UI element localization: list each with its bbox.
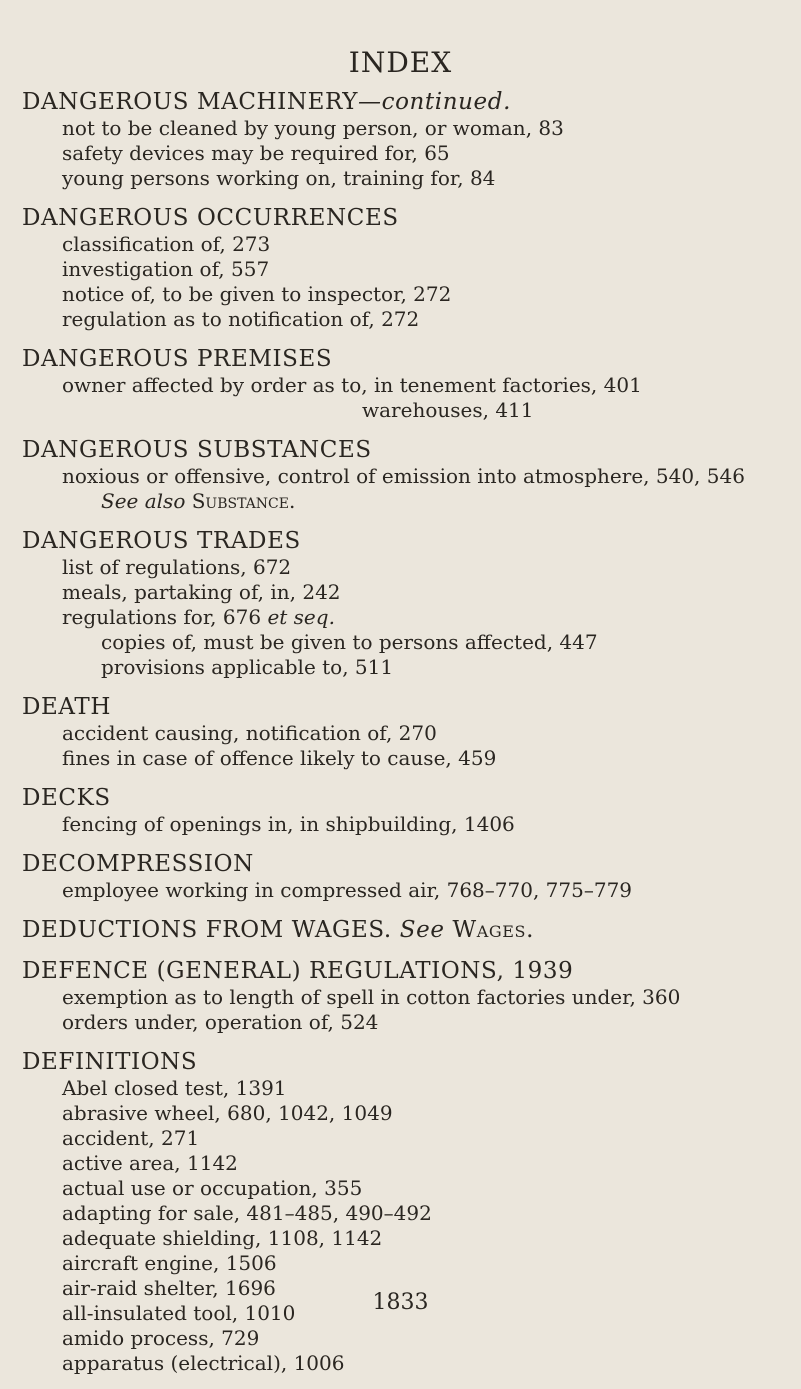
subentry <box>22 878 794 903</box>
entry-heading <box>22 784 794 812</box>
subentry-text: accident causing, notification of, 270 <box>62 721 437 745</box>
subentry-text: See also <box>101 489 186 513</box>
entry-heading-text: DEFINITIONS <box>22 1049 198 1075</box>
page-number: 1833 <box>372 1290 429 1315</box>
index-entry <box>22 957 794 1035</box>
index-entry <box>22 693 794 771</box>
subentry <box>22 373 794 398</box>
subentry <box>22 1326 794 1351</box>
subentry <box>22 489 794 514</box>
continued-note: —continued. <box>357 89 511 115</box>
subentry <box>22 555 794 580</box>
subentry <box>22 464 794 489</box>
subentry <box>22 746 794 771</box>
index-list <box>22 88 794 1389</box>
entry-heading <box>22 527 794 555</box>
subentry-text: all-insulated tool, 1010 <box>62 1301 296 1325</box>
entry-heading-text: DANGEROUS PREMISES <box>22 346 333 372</box>
subentry-text: fencing of openings in, in shipbuilding, 1406 <box>62 812 515 836</box>
subentry <box>22 1151 794 1176</box>
entry-heading-text: DECOMPRESSION <box>22 851 254 877</box>
subentry-text: warehouses, 411 <box>362 398 534 422</box>
entry-heading <box>22 957 794 985</box>
subentry <box>22 1351 794 1376</box>
subentry <box>22 580 794 605</box>
subentry-text: regulation as to notification of, 272 <box>62 307 420 331</box>
entry-heading-text: DEDUCTIONS FROM WAGES. <box>22 917 392 943</box>
subentry <box>22 307 794 332</box>
subentry <box>22 1226 794 1251</box>
subentry-text: active area, 1142 <box>62 1151 238 1175</box>
subentry-text: air-raid shelter, 1696 <box>62 1276 276 1300</box>
subentry-text: notice of, to be given to inspector, 272 <box>62 282 452 306</box>
subentry <box>22 1101 794 1126</box>
subentry <box>22 721 794 746</box>
subentry-text: regulations for, 676 <box>62 605 268 629</box>
subentry-text: adequate shielding, 1108, 1142 <box>62 1226 383 1250</box>
subentry-text: fines in case of offence likely to cause, 459 <box>62 746 497 770</box>
cross-reference: See <box>399 917 445 943</box>
subentry <box>22 232 794 257</box>
subentry <box>22 116 794 141</box>
subentry-text: adapting for sale, 481–485, 490–492 <box>62 1201 432 1225</box>
subentry <box>22 1176 794 1201</box>
subentry <box>22 398 794 423</box>
subentry-text: apparatus (electrical), 1006 <box>62 1351 345 1375</box>
subentry-text: actual use or occupation, 355 <box>62 1176 363 1200</box>
subentry-text: abrasive wheel, 680, 1042, 1049 <box>62 1101 393 1125</box>
subentry-text: orders under, operation of, 524 <box>62 1010 379 1034</box>
subentry-text: provisions applicable to, 511 <box>101 655 394 679</box>
subentry <box>22 1076 794 1101</box>
subentry <box>22 812 794 837</box>
entry-heading-text: DANGEROUS SUBSTANCES <box>22 437 372 463</box>
subentry-text: employee working in compressed air, 768–770, 775–779 <box>62 878 633 902</box>
subentry-text: owner affected by order as to, in tenement factories, 401 <box>62 373 642 397</box>
subentry-text: not to be cleaned by young person, or woman, 83 <box>62 116 564 140</box>
subentry <box>22 1126 794 1151</box>
index-entry <box>22 916 794 944</box>
index-entry <box>22 527 794 680</box>
entry-heading <box>22 345 794 373</box>
subentry-text: list of regulations, 672 <box>62 555 292 579</box>
page-title: INDEX <box>348 46 453 79</box>
index-entry <box>22 204 794 332</box>
subentry <box>22 1201 794 1226</box>
index-entry <box>22 1048 794 1376</box>
entry-heading <box>22 1048 794 1076</box>
subentry <box>22 166 794 191</box>
cross-reference <box>392 917 400 943</box>
subentry-text: amido process, 729 <box>62 1326 260 1350</box>
subentry-text: investigation of, 557 <box>62 257 270 281</box>
entry-heading-text: DANGEROUS TRADES <box>22 528 301 554</box>
subentry-text: exemption as to length of spell in cotton factories under, 360 <box>62 985 681 1009</box>
entry-heading-text: DECKS <box>22 785 111 811</box>
subentry <box>22 985 794 1010</box>
subentry-text: Abel closed test, 1391 <box>62 1076 287 1100</box>
subentry <box>22 1010 794 1035</box>
subentry-text: young persons working on, training for, 84 <box>62 166 496 190</box>
index-entry <box>22 88 794 191</box>
subentry <box>22 141 794 166</box>
subentry-text: safety devices may be required for, 65 <box>62 141 450 165</box>
entry-heading <box>22 436 794 464</box>
index-entry <box>22 784 794 837</box>
index-entry <box>22 436 794 514</box>
subentry-text: copies of, must be given to persons affected, 447 <box>101 630 598 654</box>
subentry-text: noxious or offensive, control of emission into atmosphere, 540, 546 <box>62 464 745 488</box>
entry-heading-text: DANGEROUS OCCURRENCES <box>22 205 399 231</box>
subentry <box>22 605 794 630</box>
entry-heading-text: DEATH <box>22 694 111 720</box>
cross-reference: Wages. <box>452 917 534 943</box>
subentry-text: meals, partaking of, in, 242 <box>62 580 341 604</box>
subentry <box>22 655 794 680</box>
subentry <box>22 257 794 282</box>
index-entry <box>22 345 794 423</box>
entry-heading <box>22 204 794 232</box>
entry-heading-text: DEFENCE (GENERAL) REGULATIONS, 1939 <box>22 958 574 984</box>
subentry-text: classification of, 273 <box>62 232 271 256</box>
entry-heading <box>22 850 794 878</box>
subentry-text: aircraft engine, 1506 <box>62 1251 277 1275</box>
subentry-text: et seq. <box>267 605 335 629</box>
subentry <box>22 282 794 307</box>
entry-heading <box>22 88 794 116</box>
entry-heading <box>22 916 794 944</box>
entry-heading <box>22 693 794 721</box>
index-entry <box>22 850 794 903</box>
subentry-text: Substance. <box>191 489 296 513</box>
subentry-text: accident, 271 <box>62 1126 200 1150</box>
entry-heading-text: DANGEROUS MACHINERY <box>22 89 358 115</box>
subentry <box>22 630 794 655</box>
subentry <box>22 1251 794 1276</box>
